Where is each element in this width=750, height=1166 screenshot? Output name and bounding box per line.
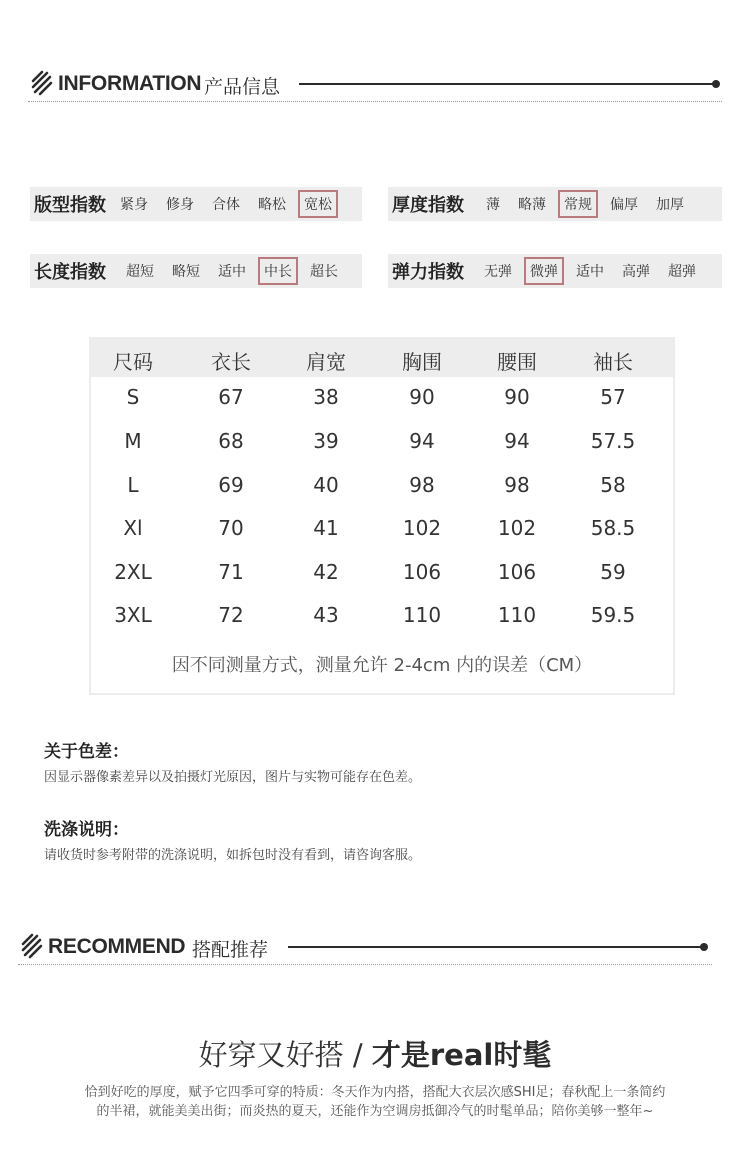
thickness-option: 略薄 <box>518 197 546 213</box>
thickness-option: 薄 <box>486 197 500 213</box>
table-cell: 38 <box>313 385 339 409</box>
thickness-index-label: 厚度指数 <box>392 195 464 216</box>
recommend-header <box>18 929 712 969</box>
table-cell: 110 <box>497 603 537 627</box>
header-cell: 腰围 <box>497 350 537 374</box>
table-cell: 40 <box>313 473 339 497</box>
header-rule <box>299 83 716 85</box>
header-cell: 肩宽 <box>306 350 346 374</box>
table-cell: 67 <box>218 385 244 409</box>
table-cell: 68 <box>218 429 244 453</box>
fit-option-selected: 宽松 <box>298 190 338 218</box>
table-cell: 69 <box>218 473 244 497</box>
length-option: 超长 <box>310 264 338 280</box>
stripes-logo-icon <box>20 933 44 961</box>
elasticity-option-selected: 微弹 <box>524 257 564 285</box>
measurement-note: 因不同测量方式，测量允许 2-4cm 内的误差（CM） <box>171 655 593 676</box>
table-cell: 106 <box>402 560 442 584</box>
header-cell: 袖长 <box>593 350 633 374</box>
elasticity-option: 适中 <box>576 264 604 280</box>
table-cell: 94 <box>504 429 530 453</box>
header-rule <box>288 946 704 948</box>
fit-index-row <box>30 187 362 221</box>
table-cell: 98 <box>504 473 530 497</box>
table-cell: L <box>127 473 139 497</box>
fit-option: 合体 <box>212 197 240 213</box>
table-cell: 41 <box>313 516 339 540</box>
fit-index-label: 版型指数 <box>34 195 106 216</box>
table-cell: 106 <box>497 560 537 584</box>
description-line-1: 恰到好吃的厚度，赋予它四季可穿的特质：冬天作为内搭，搭配大衣层次感SHI足；春秋配上一条简约 <box>84 1085 666 1100</box>
recommend-title-en: RECOMMEND <box>48 935 186 958</box>
table-cell: 57.5 <box>590 429 636 453</box>
color-difference-title: 关于色差： <box>44 742 129 762</box>
table-cell: 110 <box>402 603 442 627</box>
table-cell: 57 <box>600 385 626 409</box>
header-cell: 胸围 <box>402 350 442 374</box>
table-cell: 98 <box>409 473 435 497</box>
table-cell: 2XL <box>114 560 152 584</box>
thickness-index-row <box>388 187 722 221</box>
slogan-part2: 才是real时髦 <box>371 1038 552 1072</box>
elasticity-option: 无弹 <box>484 264 512 280</box>
table-cell: 59 <box>600 560 626 584</box>
table-cell: 39 <box>313 429 339 453</box>
length-option: 超短 <box>126 264 154 280</box>
information-header <box>28 66 722 106</box>
stripes-logo-icon <box>30 70 54 98</box>
recommend-title-cn: 搭配推荐 <box>192 939 269 961</box>
table-cell: 90 <box>504 385 530 409</box>
fit-option: 紧身 <box>120 197 148 213</box>
elasticity-index-row <box>388 254 722 288</box>
table-cell: Xl <box>123 516 143 540</box>
thickness-option: 偏厚 <box>610 197 638 213</box>
elasticity-index-label: 弹力指数 <box>392 262 464 283</box>
table-cell: 58 <box>600 473 626 497</box>
color-difference-block <box>44 737 421 785</box>
description-line-2: 的半裙，就能美美出街；而炎热的夏天，还能作为空调房抵御冷气的时髦单品；陪你美够一整年~ <box>96 1104 654 1119</box>
thickness-option: 加厚 <box>656 197 684 213</box>
thickness-option-selected: 常规 <box>558 190 598 218</box>
information-title-en: INFORMATION <box>58 72 202 95</box>
header-rule-dot <box>712 80 720 88</box>
washing-text: 请收货时参考附带的洗涤说明，如拆包时没有看到，请咨询客服。 <box>44 848 422 863</box>
length-option-selected: 中长 <box>258 257 298 285</box>
table-cell: 94 <box>409 429 435 453</box>
washing-title: 洗涤说明： <box>44 820 129 840</box>
table-cell: 102 <box>497 516 537 540</box>
header-cell: 尺码 <box>113 350 153 374</box>
length-index-row <box>30 254 362 288</box>
table-cell: 43 <box>313 603 339 627</box>
table-cell: 3XL <box>114 603 152 627</box>
table-cell: 71 <box>218 560 244 584</box>
color-difference-text: 因显示器像素差异以及拍摄灯光原因，图片与实物可能存在色差。 <box>44 770 422 785</box>
fit-option: 修身 <box>166 197 194 213</box>
information-title-cn: 产品信息 <box>204 76 281 98</box>
table-cell: 90 <box>409 385 435 409</box>
table-cell: S <box>126 385 140 409</box>
header-dotted-divider <box>28 101 722 102</box>
header-dotted-divider <box>18 964 712 965</box>
table-cell: 42 <box>313 560 339 584</box>
header-rule-dot <box>700 943 708 951</box>
table-cell: 72 <box>218 603 244 627</box>
slogan <box>0 1033 750 1074</box>
header-cell: 衣长 <box>211 350 251 374</box>
table-cell: 59.5 <box>590 603 636 627</box>
length-index-label: 长度指数 <box>34 262 106 283</box>
table-cell: 58.5 <box>590 516 636 540</box>
size-table <box>89 337 675 695</box>
fit-option: 略松 <box>258 197 286 213</box>
table-cell: 102 <box>402 516 442 540</box>
elasticity-option: 高弹 <box>622 264 650 280</box>
washing-block <box>44 815 421 863</box>
length-option: 略短 <box>172 264 200 280</box>
table-cell: 70 <box>218 516 244 540</box>
length-option: 适中 <box>218 264 246 280</box>
slogan-part1: 好穿又好搭 / <box>198 1038 372 1072</box>
table-cell: M <box>124 429 142 453</box>
elasticity-option: 超弹 <box>668 264 696 280</box>
